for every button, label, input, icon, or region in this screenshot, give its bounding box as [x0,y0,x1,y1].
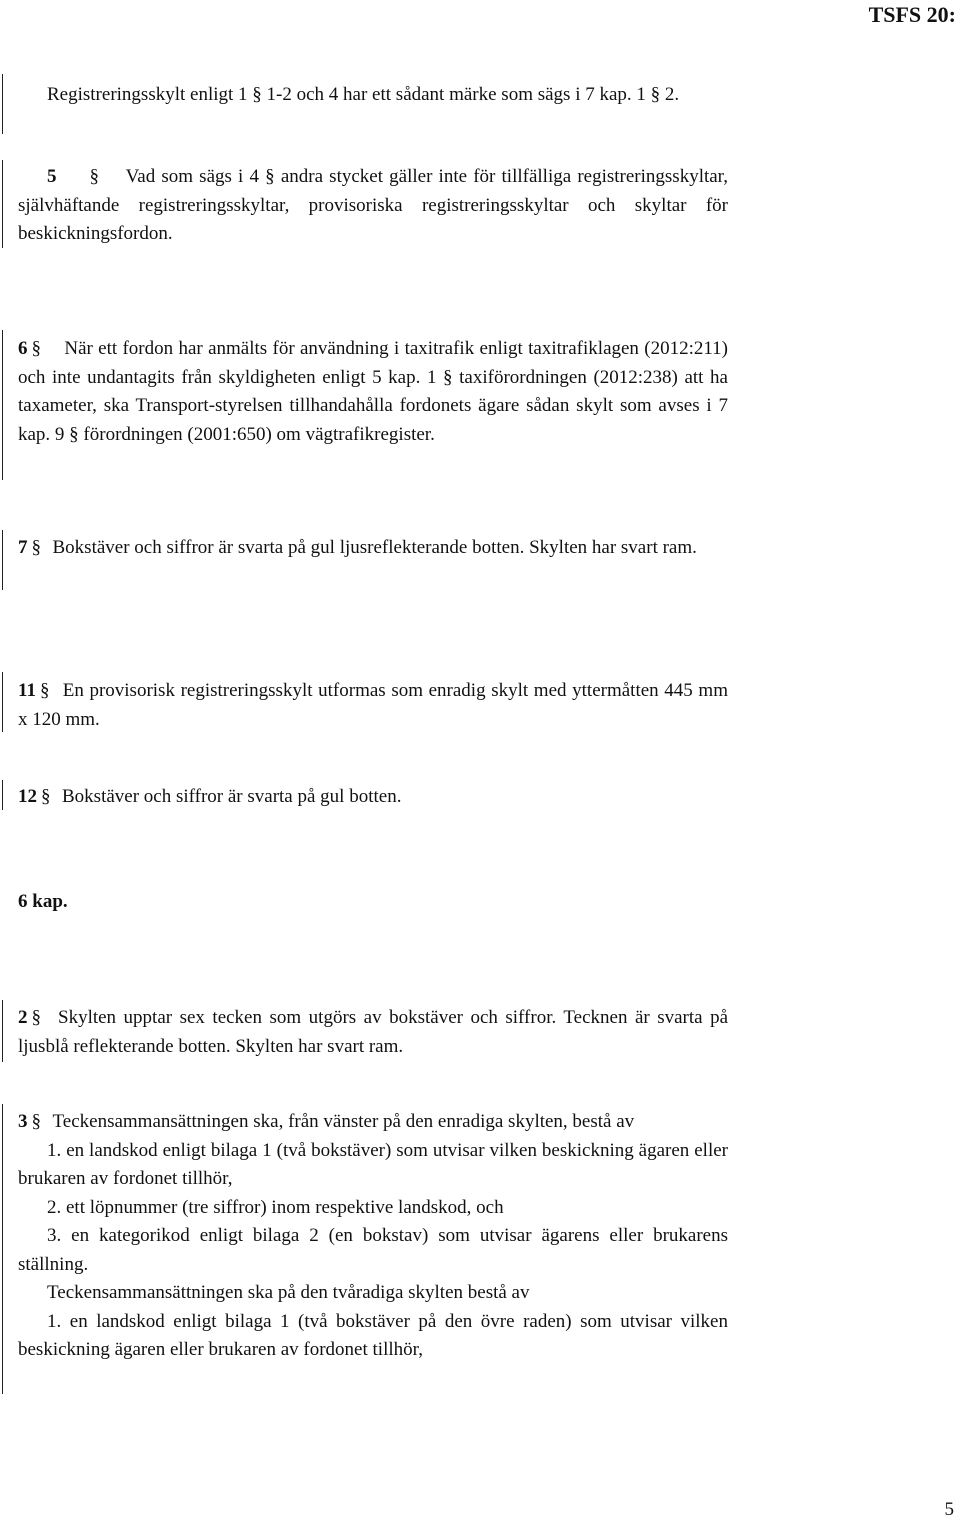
list-item: 1. en landskod enligt bilaga 1 (två bokstäver på den övre raden) som utvisar vilken beskickning ägaren eller brukaren av fordonet tillhör, [18,1310,728,1360]
section-text: Skylten upptar sex tecken som utgörs av bokstäver och siffror. Tecknen är svarta på ljusblå reflekterande botten. Skylten har svart ram. [18,1007,729,1057]
two-row-intro: Teckensammansättningen ska på den tvåradiga skylten bestå av [47,1282,530,1303]
paragraph-6 [18,335,728,449]
running-header: TSFS 20: [868,2,956,27]
section-sign-icon: § [31,1007,41,1028]
change-bar [2,672,3,732]
paragraph-intro: Registreringsskylt enligt 1 § 1-2 och 4 har ett sådant märke som sägs i 7 kap. 1 § 2. [47,84,680,105]
change-bar [2,74,3,134]
chapter-heading-block [18,888,728,917]
change-bar [2,1000,3,1062]
section-sign-icon: § [39,680,50,701]
section-text: Vad som sägs i 4 § andra stycket gäller inte för tillfälliga registreringsskyltar, självhäftande registreringsskyltar, provisoriska registreringsskyltar och skyltar för beskickningsfordon. [18,166,728,244]
section-number: 11 [18,680,36,701]
chapter6-paragraph-3 [18,1108,728,1365]
change-bar [2,780,3,810]
paragraph-12 [18,783,728,812]
change-bar [2,530,3,590]
section-sign-icon: § [89,166,99,187]
section-sign-icon: § [31,338,41,359]
section-text: Bokstäver och siffror är svarta på gul ljusreflekterande botten. Skylten har svart ram. [52,537,697,558]
list-item: 2. ett löpnummer (tre siffror) inom respektive landskod, och [47,1196,504,1218]
section-number: 6 [18,338,28,359]
section-text: En provisorisk registreringsskylt utformas som enradig skylt med yttermåtten 445 mm x 120 mm. [18,680,728,730]
section-number: 3 [18,1111,28,1132]
paragraph-11 [18,677,728,734]
section-number: 5 [47,166,57,187]
list-item: 1. en landskod enligt bilaga 1 (två bokstäver) som utvisar vilken beskickning ägaren eller brukaren av fordonet tillhör, [18,1139,728,1189]
section-sign-icon: § [41,786,51,807]
section-text: Teckensammansättningen ska, från vänster på den enradiga skylten, bestå av [52,1111,635,1132]
change-bar [2,1104,3,1394]
section-sign-icon: § [31,1111,41,1132]
section-number: 2 [18,1007,28,1028]
section-sign-icon: § [31,537,41,558]
paragraph-5 [18,163,728,249]
section-number: 12 [18,786,37,807]
chapter6-paragraph-2 [18,1004,728,1061]
page-number: 5 [944,1499,954,1520]
change-bar [2,160,3,248]
section-number: 7 [18,537,28,558]
paragraph-7 [18,534,728,563]
section-text: Bokstäver och siffror är svarta på gul botten. [62,786,402,807]
list-item: 3. en kategorikod enligt bilaga 2 (en bokstav) som utvisar ägarens eller brukarens ställning. [18,1225,728,1275]
chapter-heading: 6 kap. [18,891,68,912]
change-bar [2,330,3,480]
section-text: När ett fordon har anmälts för användning i taxitrafik enligt taxitrafiklagen (2012:211) och inte undantagits från skyldigheten enligt 5 kap. 1 § taxiförordningen (2012:238) att ha taxameter, ska Transport-styrelsen tillhandahålla fordonets ägare sådan skylt som avses i 7 kap. 9 § förordningen (2001:650) om vägtrafikregister. [18,338,728,445]
